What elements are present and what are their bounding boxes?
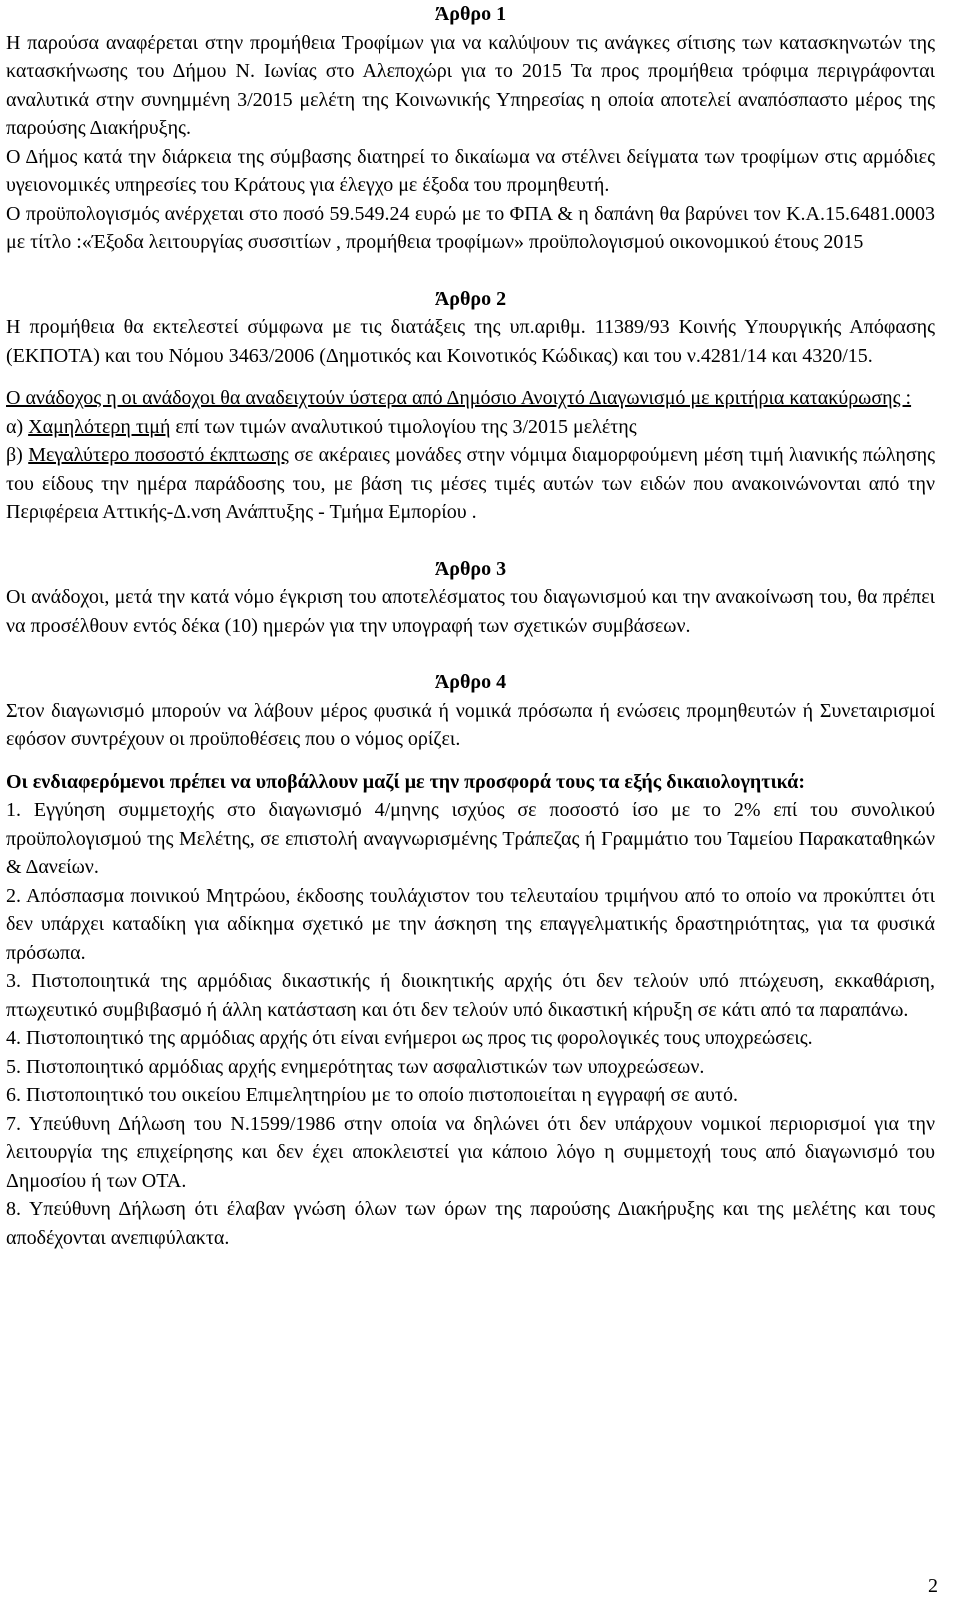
document-item-5: 5. Πιστοποιητικό αρμόδιας αρχής ενημερότητας των ασφαλιστικών των υποχρεώσεων. (6, 1055, 705, 1078)
article-1-paragraph-2: Ο Δήμος κατά την διάρκεια της σύμβασης διατηρεί το δικαίωμα να στέλνει δείγματα των τροφίμων στις αρμόδιες υγειονομικές υπηρεσίες του Κράτους για έλεγχο με έξοδα του προμηθευτή. (6, 145, 935, 196)
document-item-6: 6. Πιστοποιητικό του οικείου Επιμελητηρίου με το οποίο πιστοποιείται η εγγραφή σε αυτό. (6, 1084, 738, 1106)
required-documents-intro: Οι ενδιαφερόμενοι πρέπει να υποβάλλουν μαζί με την προσφορά τους τα εξής δικαιολογητικά: (6, 770, 805, 793)
criterion-a-prefix: α) (6, 415, 29, 438)
criterion-b-prefix: β) (6, 444, 29, 466)
document-item-3: 3. Πιστοποιητικά της αρμόδιας δικαστικής ή διοικητικής αρχής ότι δεν τελούν υπό πτώχευση, εκκαθάριση, πτωχευτικό συμβιβασμό ή άλλη κατάσταση και ότι δεν τελούν υπό δικαστική κήρυξη σε κάτι από τα παραπάνω. (6, 970, 935, 1021)
criterion-b-text: σε ακέραιες μονάδες στην νόμιμα διαμορφούμενη μέση τιμή λιανικής πώλησης του είδους την ημέρα παράδοσης του, με βάση τις μέσες τιμές αυτών των ειδών που ανακοινώνονται από την Περιφέρεια Αττικής-Δ.νση Ανάπτυξης - Τμήμα Εμπορίου . (6, 444, 935, 523)
article-4-title: Άρθρο 4 (434, 671, 507, 693)
article-1-title: Άρθρο 1 (434, 3, 507, 25)
page-number: 2 (928, 1575, 938, 1597)
article-3-paragraph-1: Οι ανάδοχοι, μετά την κατά νόμο έγκριση του αποτελέσματος του διαγωνισμού και την ανακοίνωση του, θα πρέπει να προσέλθουν εντός δέκα (10) ημερών για την υπογραφή των σχετικών συμβάσεων. (6, 586, 935, 637)
document-item-7: 7. Υπεύθυνη Δήλωση του Ν.1599/1986 στην οποία να δηλώνει ότι δεν υπάρχουν νομικοί περιορισμοί για την λειτουργία της επιχείρησης και δεν έχει αποκλειστεί για κάποιο λόγο η συμμετοχή τους από διαγωνισμό του Δημοσίου ή των ΟΤΑ. (6, 1112, 935, 1192)
article-4-paragraph-1: Στον διαγωνισμό μπορούν να λάβουν μέρος φυσικά ή νομικά πρόσωπα ή ενώσεις προμηθευτών ή Συνεταιρισμοί εφόσον συντρέχουν οι προϋποθέσεις που ο νόμος ορίζει. (6, 699, 935, 750)
article-3-title: Άρθρο 3 (434, 557, 507, 580)
article-1-paragraph-1: Η παρούσα αναφέρεται στην προμήθεια Τροφίμων για να καλύψουν τις ανάγκες σίτισης των κατασκηνωτών της κατασκήνωσης του Δήμου Ν. Ιωνίας στο Αλεποχώρι για το 2015 Τα προς προμήθεια τρόφιμα περιγράφονται αναλυτικά στην συνημμένη 3/2015 μελέτη της Κοινωνικής Υπηρεσίας η οποία αποτελεί αναπόσπαστο μέρος της παρούσης Διακήρυξης. (6, 31, 935, 139)
criterion-a-text: επί των τιμών αναλυτικού τιμολογίου της 3/2015 μελέτης (170, 415, 637, 438)
criterion-a-underlined: Χαμηλότερη τιμή (28, 415, 171, 438)
award-criteria-intro: Ο ανάδοχος η οι ανάδοχοι θα αναδειχτούν ύστερα από Δημόσιο Ανοιχτό Διαγωνισμό με κριτήρια κατακύρωσης : (6, 387, 912, 409)
document-item-4: 4. Πιστοποιητικό της αρμόδιας αρχής ότι είναι ενήμεροι ως προς τις φορολογικές τους υποχρεώσεις. (6, 1027, 813, 1049)
criterion-b (6, 441, 935, 527)
document-item-2: 2. Απόσπασμα ποινικού Μητρώου, έκδοσης τουλάχιστον του τελευταίου τριμήνου από το οποίο να προκύπτει ότι δεν υπάρχει καταδίκη για αδίκημα σχετικό με την άσκηση της επαγγελματικής δραστηριότητας, για τα φυσικά πρόσωπα. (6, 884, 935, 964)
article-1-paragraph-3: Ο προϋπολογισμός ανέρχεται στο ποσό 59.549.24 ευρώ με το ΦΠΑ & η δαπάνη θα βαρύνει τον Κ.Α.15.6481.0003 με τίτλο :«Έξοδα λειτουργίας συσσιτίων , προμήθεια τροφίμων» προϋπολογισμού οικονομικού έτους 2015 (6, 202, 935, 253)
article-2-title: Άρθρο 2 (434, 287, 507, 310)
criterion-a (6, 413, 935, 442)
document-item-8: 8. Υπεύθυνη Δήλωση ότι έλαβαν γνώση όλων των όρων της παρούσης Διακήρυξης και της μελέτης και τους αποδέχονται ανεπιφύλακτα. (6, 1198, 935, 1249)
document-item-1: 1. Εγγύηση συμμετοχής στο διαγωνισμό 4/μηνης ισχύος σε ποσοστό ίσο με το 2% επί του συνολικού προϋπολογισμού της Μελέτης, σε επιστολή αναγνωρισμένης Τράπεζας ή Γραμμάτιο του Ταμείου Παρακαταθηκών & Δανείων. (6, 799, 935, 878)
criterion-b-underlined: Μεγαλύτερο ποσοστό έκπτωσης (28, 444, 289, 466)
article-2-paragraph-1: Η προμήθεια θα εκτελεστεί σύμφωνα με τις διατάξεις της υπ.αριθμ. 11389/93 Κοινής Υπουργικής Απόφασης (ΕΚΠΟΤΑ) και του Νόμου 3463/2006 (Δημοτικός και Κοινοτικός Κώδικας) και του ν.4281/14 και 4320/15. (6, 316, 935, 367)
